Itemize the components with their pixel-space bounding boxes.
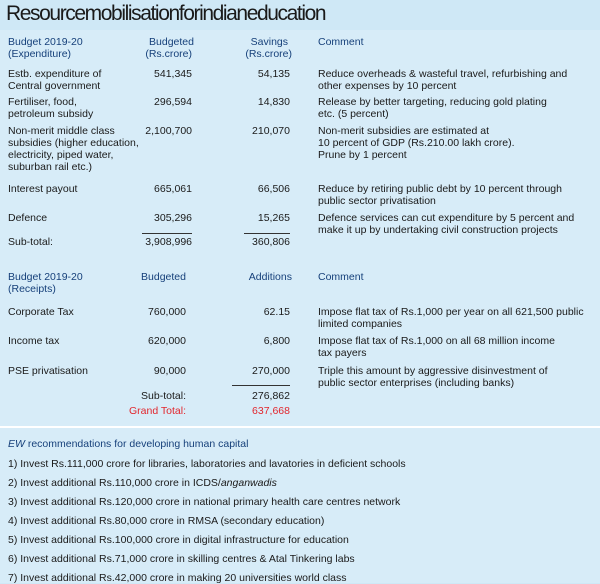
rec-header-budgeted: Budgeted [141,271,186,283]
rec-row-budgeted: 620,000 [148,335,186,347]
recommendation-item: 1) Invest Rs.111,000 crore for libraries, laboratories and lavatories in deficient schools [8,458,406,470]
exp-row-label: Fertiliser, food, [8,96,77,108]
exp-subtotal-budgeted: 3,908,996 [145,236,192,248]
content-panel [0,30,600,583]
exp-header-budget: Budget 2019-20 [8,36,83,48]
rec-row-comment: limited companies [318,318,403,330]
exp-header-comment: Comment [318,36,364,48]
exp-row-label: petroleum subsidy [8,108,94,120]
rec-row-label: Corporate Tax [8,306,74,318]
exp-row-label: suburban rail etc.) [8,161,93,173]
section-divider [0,426,600,428]
exp-row-comment: Non-merit subsidies are estimated at [318,125,489,137]
rec-row-additions: 270,000 [252,365,290,377]
exp-row-label: Non-merit middle class [8,125,115,137]
exp-row-budgeted: 665,061 [154,183,192,195]
exp-row-label: Interest payout [8,183,78,195]
exp-row-comment: Release by better targeting, reducing gold plating [318,96,547,108]
exp-row-label: electricity, piped water, [8,149,114,161]
subtotal-rule [244,233,290,234]
rec-row-comment: tax payers [318,347,367,359]
grand-total-label: Grand Total: [128,405,186,417]
exp-row-savings: 210,070 [252,125,290,137]
rec-row-additions: 6,800 [263,335,290,347]
exp-row-comment: Reduce overheads & wasteful travel, refurbishing and [318,68,568,80]
exp-row-budgeted: 541,345 [154,68,192,80]
recommendations-title-rest: recommendations for developing human capital [24,438,249,450]
recommendation-item [8,477,277,489]
exp-row-comment: public sector privatisation [318,195,436,207]
exp-subtotal-savings: 360,806 [252,236,290,248]
rec-header-comment: Comment [318,271,364,283]
rec-header-budget: Budget 2019-20 [8,271,83,283]
rec-header-additions: Additions [248,271,292,283]
exp-row-comment: Prune by 1 percent [318,149,407,161]
exp-row-comment: make it up by undertaking civil construction projects [318,224,558,236]
exp-header-savings-unit: (Rs.crore) [245,48,292,60]
rec-row-label: Income tax [8,335,60,347]
recommendation-item: 4) Invest additional Rs.80,000 crore in RMSA (secondary education) [8,515,325,527]
rec-row-comment: Impose flat tax of Rs.1,000 per year on all 621,500 public [318,306,584,318]
recommendation-item: 3) Invest additional Rs.120,000 crore in national primary health care centres network [8,496,401,508]
exp-row-comment: Defence services can cut expenditure by 5 percent and [318,212,575,224]
exp-row-comment: 10 percent of GDP (Rs.210.00 lakh crore). [318,137,515,149]
recommendation-item-text: 2) Invest additional Rs.110,000 crore in ICDS/ [8,477,221,489]
recommendations-title [8,438,248,450]
exp-row-comment: etc. (5 percent) [318,108,389,120]
rec-subtotal-label: Sub-total: [141,390,186,402]
page-title: Resourcemobilisationforindianeducation [6,2,326,25]
grand-total-value: 637,668 [252,405,290,417]
exp-row-savings: 66,506 [257,183,290,195]
exp-row-savings: 14,830 [257,96,290,108]
exp-row-savings: 15,265 [257,212,290,224]
exp-header-budgeted-unit: (Rs.crore) [145,48,192,60]
rec-header-budget-sub: (Receipts) [8,283,56,295]
exp-row-label: subsidies (higher education, [8,137,139,149]
exp-row-label: Estb. expenditure of [8,68,102,80]
exp-header-savings: Savings [250,36,288,48]
exp-row-comment: Reduce by retiring public debt by 10 percent through [318,183,562,195]
recommendation-item: 7) Invest additional Rs.42,000 crore in making 20 universities world class [8,572,347,584]
rec-row-budgeted: 90,000 [153,365,186,377]
exp-header-budget-sub: (Expenditure) [8,48,72,60]
rec-row-comment: Impose flat tax of Rs.1,000 on all 68 million income [318,335,555,347]
exp-row-budgeted: 305,296 [154,212,192,224]
rec-row-label: PSE privatisation [8,365,88,377]
recommendations-title-em: EW [8,438,25,450]
recommendation-item: 6) Invest additional Rs.71,000 crore in skilling centres & Atal Tinkering labs [8,553,355,565]
rec-row-budgeted: 760,000 [148,306,186,318]
subtotal-rule [142,233,192,234]
exp-row-budgeted: 296,594 [154,96,192,108]
subtotal-rule [232,385,290,386]
rec-row-comment: public sector enterprises (including banks) [318,377,515,389]
exp-row-label: Defence [8,212,48,224]
exp-header-budgeted: Budgeted [149,36,194,48]
exp-row-savings: 54,135 [257,68,290,80]
recommendation-item-em: anganwadis [220,477,277,489]
exp-row-budgeted: 2,100,700 [145,125,192,137]
exp-subtotal-label: Sub-total: [8,236,53,248]
exp-row-comment: other expenses by 10 percent [318,80,457,92]
exp-row-label: Central government [8,80,101,92]
recommendation-item: 5) Invest additional Rs.100,000 crore in digital infrastructure for education [8,534,349,546]
rec-row-comment: Triple this amount by aggressive disinvestment of [318,365,548,377]
rec-row-additions: 62.15 [263,306,290,318]
rec-subtotal-value: 276,862 [252,390,290,402]
